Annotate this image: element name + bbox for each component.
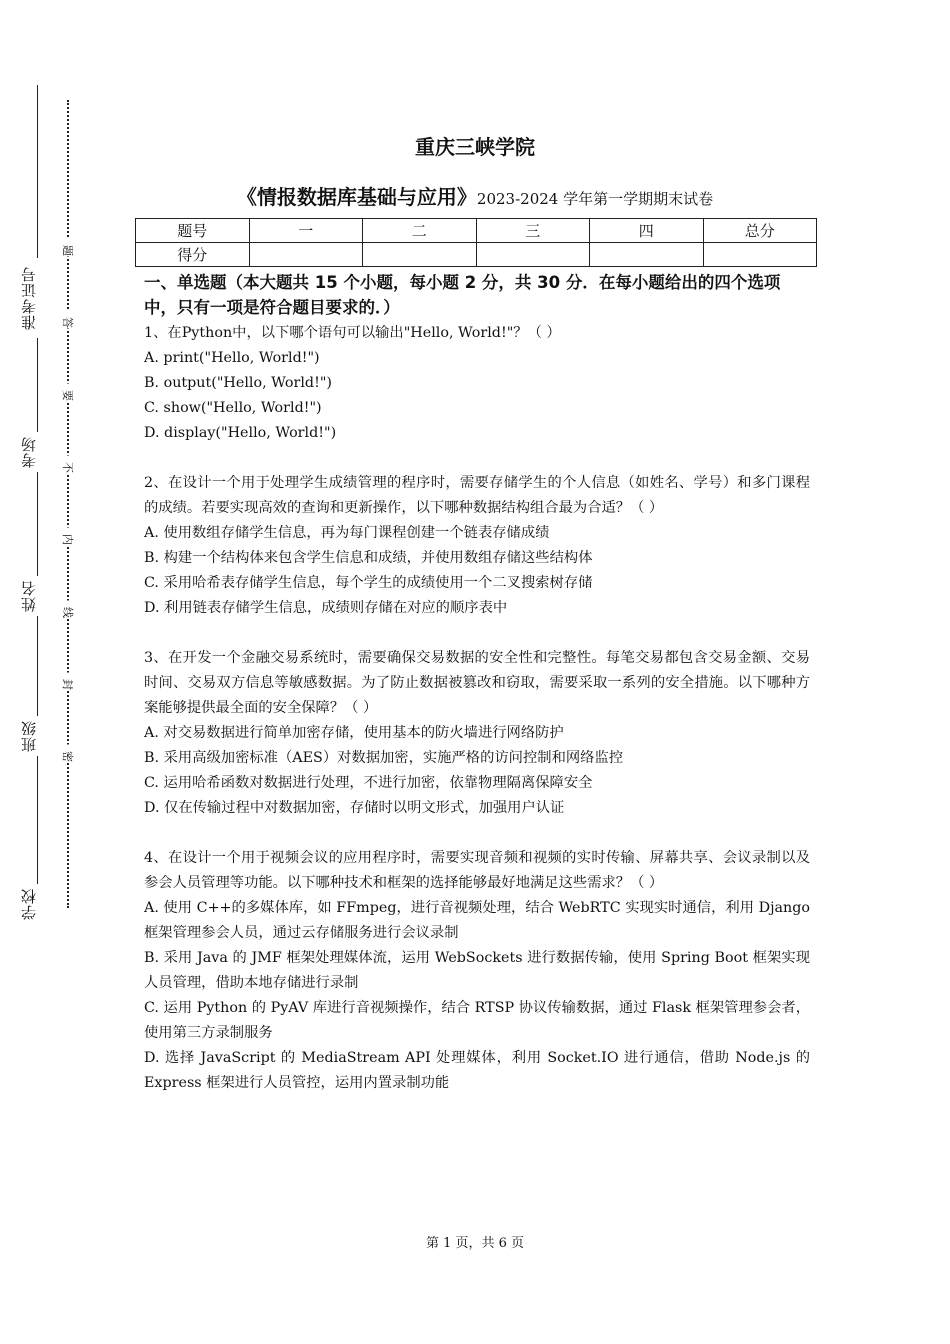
score-cell: [703, 243, 817, 267]
margin-label-exam-id: 准考证号: [20, 258, 48, 338]
question-2: [144, 471, 810, 621]
margin-label-exam-room: 考场: [20, 432, 48, 472]
question-stem: 4、在设计一个用于视频会议的应用程序时，需要实现音频和视频的实时传输、屏幕共享、会议录制以及参会人员管理等功能。以下哪种技术和框架的选择能够最好地满足这些需求？（ ）: [144, 850, 810, 891]
option-c: C. 运用 Python 的 PyAV 库进行音视频操作，结合 RTSP 协议传输数据，通过 Flask 框架管理参会者，使用第三方录制服务: [144, 1000, 810, 1041]
option-a: A. 对交易数据进行简单加密存储，使用基本的防火墙进行网络防护: [144, 725, 564, 741]
option-c: C. 运用哈希函数对数据进行处理，不进行加密，依靠物理隔离保障安全: [144, 775, 593, 791]
option-a: A. 使用数组存储学生信息，再为每门课程创建一个链表存储成绩: [144, 525, 550, 541]
score-header-cell: 一: [249, 219, 363, 243]
score-table: [135, 218, 817, 267]
school-title: 重庆三峡学院: [415, 135, 535, 159]
score-header-cell: 三: [476, 219, 590, 243]
margin-label-class: 班级: [20, 716, 48, 756]
option-d: D. display("Hello, World!"): [144, 425, 337, 441]
seal-char: 内: [63, 528, 74, 546]
score-cell: [590, 243, 704, 267]
exam-term: 2023-2024 学年第一学期期末试卷: [476, 190, 714, 208]
seal-char: 要: [63, 384, 74, 402]
score-header-cell: 题号: [136, 219, 250, 243]
binding-line: [37, 85, 38, 923]
seal-char: 线: [63, 601, 74, 619]
option-b: B. 采用高级加密标准（AES）对数据加密，实施严格的访问控制和网络监控: [144, 750, 624, 766]
seal-char: 封: [63, 673, 74, 691]
score-header-cell: 二: [363, 219, 477, 243]
margin-label-school: 学校: [20, 884, 48, 924]
question-stem: 1、在Python中，以下哪个语句可以输出"Hello, World!"？（ ）: [144, 325, 561, 341]
exam-content: [144, 270, 810, 1096]
seal-char: 答: [63, 311, 74, 329]
question-3: [144, 646, 810, 821]
question-stem: 2、在设计一个用于处理学生成绩管理的程序时，需要存储学生的个人信息（如姓名、学号）和多门课程的成绩。若要实现高效的查询和更新操作，以下哪种数据结构组合最为合适？（ ）: [144, 475, 810, 516]
seal-char: 题: [63, 239, 74, 257]
score-header-cell: 四: [590, 219, 704, 243]
option-b: B. 采用 Java 的 JMF 框架处理媒体流，运用 WebSockets 进行数据传输，使用 Spring Boot 框架实现人员管理，借助本地存储进行录制: [144, 950, 810, 991]
page-number: 第 1 页，共 6 页: [425, 1236, 525, 1251]
question-1: [144, 321, 810, 446]
option-b: B. output("Hello, World!"): [144, 375, 332, 391]
score-table-header-row: [136, 219, 817, 243]
seal-dotted-line: [67, 100, 69, 908]
score-table-score-row: [136, 243, 817, 267]
exam-subtitle: [0, 181, 950, 210]
question-4: [144, 846, 810, 1096]
option-a: A. 使用 C++的多媒体库，如 FFmpeg，进行音视频处理，结合 WebRTC 实现实时通信，利用 Django 框架管理参会人员，通过云存储服务进行会议录制: [144, 900, 810, 941]
course-title: 《情报数据库基础与应用》: [236, 185, 477, 209]
option-d: D. 选择 JavaScript 的 MediaStream API 处理媒体，利用 Socket.IO 进行通信，借助 Node.js 的 Express 框架进行人员管控，运用内置录制功能: [144, 1050, 810, 1091]
option-d: D. 仅在传输过程中对数据加密，存储时以明文形式，加强用户认证: [144, 800, 565, 816]
seal-char: 不: [63, 456, 74, 474]
option-c: C. 采用哈希表存储学生信息，每个学生的成绩使用一个二叉搜索树存储: [144, 575, 593, 591]
option-a: A. print("Hello, World!"): [144, 350, 320, 366]
score-cell: [249, 243, 363, 267]
score-row-label: 得分: [136, 243, 250, 267]
seal-char: 密: [63, 745, 74, 763]
margin-label-name: 姓名: [20, 576, 48, 616]
option-b: B. 构建一个结构体来包含学生信息和成绩，并使用数组存储这些结构体: [144, 550, 593, 566]
score-cell: [476, 243, 590, 267]
section-heading: 一、单选题（本大题共 15 个小题，每小题 2 分，共 30 分．在每小题给出的四个选项中，只有一项是符合题目要求的．）: [144, 273, 781, 317]
option-d: D. 利用链表存储学生信息，成绩则存储在对应的顺序表中: [144, 600, 508, 616]
question-stem: 3、在开发一个金融交易系统时，需要确保交易数据的安全性和完整性。每笔交易都包含交易金额、交易时间、交易双方信息等敏感数据。为了防止数据被篡改和窃取，需要采取一系列的安全措施。以下哪种方案能够提供最全面的安全保障？（ ）: [144, 650, 810, 716]
score-header-cell: 总分: [703, 219, 817, 243]
score-cell: [363, 243, 477, 267]
option-c: C. show("Hello, World!"): [144, 400, 322, 416]
